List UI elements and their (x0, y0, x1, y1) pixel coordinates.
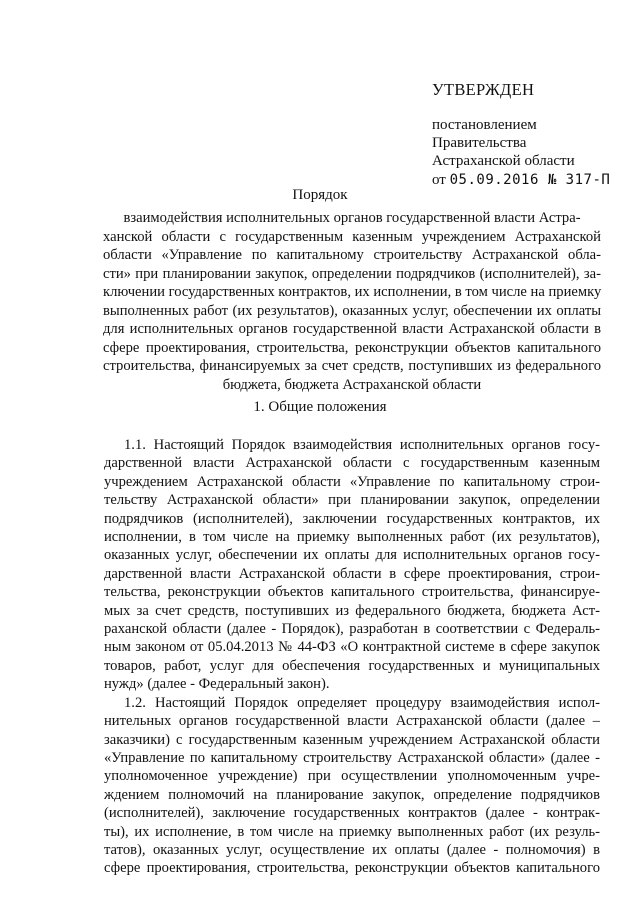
paragraph-line: «Управление по капитальному строительству Астраханской области» (далее - (104, 749, 600, 766)
paragraph-line: дарственной власти Астраханской области с государственным казенным (104, 455, 600, 472)
paragraph-line: исполнении, в том числе на приемку выполненных работ (их результатов), (104, 529, 600, 546)
paragraph-line: ты), их исполнение, в том числе на приемку выполненных работ (их резуль- (104, 823, 600, 840)
subtitle-line: сти» при планировании закупок, определении подрядчиков (исполнителей), за- (103, 265, 601, 282)
subtitle-line: области «Управление по капитальному строительству Астраханской обла- (103, 247, 601, 263)
approval-line-region: Астраханской области (432, 153, 575, 169)
paragraph-line: тельству Астраханской области» при планировании закупок, определении (104, 492, 600, 509)
section-heading: 1. Общие положения (253, 399, 387, 415)
paragraph-line: нужд» (далее - Федеральный закон). (104, 676, 330, 693)
approval-line-decree: постановлением (432, 117, 537, 133)
paragraph-1-1 (104, 436, 600, 694)
document-subtitle (103, 209, 601, 394)
approval-line-government: Правительства (432, 135, 527, 151)
approval-heading: УТВЕРЖДЕН (432, 80, 535, 99)
subtitle-line: строительства, финансируемых за счет средств, поступивших из федерального (103, 358, 601, 374)
paragraph-1-2 (104, 694, 600, 878)
paragraph-line: сфере проектирования, строительства, реконструкции объектов капитального (104, 860, 600, 877)
body-text (104, 436, 600, 878)
paragraph-line: (исполнителей), заключение государственных контрактов (далее - контрак- (104, 805, 600, 822)
approval-date-prefix: от (432, 172, 446, 188)
subtitle-line: ханской области с государственным казенным учреждением Астраханской (103, 228, 601, 245)
paragraph-line: уполномоченное учреждение) при осуществлении уполномоченным учре- (104, 768, 600, 785)
paragraph-line: дарственной власти Астраханской области в сфере проектирования, строи- (104, 565, 600, 582)
subtitle-line: выполненных работ (их результатов), оказанных услуг, обеспечении их оплаты (103, 302, 601, 319)
paragraph-line: нительных органов государственной власти Астраханской области (далее – (104, 713, 600, 730)
paragraph-line: подрядчиков (исполнителей), заключении государственных контрактов, их (104, 510, 600, 527)
paragraph-line: 1.2. Настоящий Порядок определяет процедуру взаимодействия испол- (124, 694, 600, 711)
paragraph-line: 1.1. Настоящий Порядок взаимодействия исполнительных органов госу- (124, 437, 600, 453)
paragraph-line: татов), оказанных услуг, осуществление их оплаты (далее - полномочия) в (104, 841, 600, 858)
subtitle-line: ключении государственных контрактов, их исполнении, в том числе на приемку (103, 284, 602, 300)
approval-date-stamp: 05.09.2016 № 317-П (449, 172, 611, 188)
paragraph-line: заказчики) с государственным казенным учреждением Астраханской области (104, 731, 600, 748)
paragraph-line: товаров, работ, услуг для обеспечения государственных и муниципальных (104, 657, 600, 674)
paragraph-line: ждением полномочий на планирование закупок, определение подрядчиков (104, 786, 600, 803)
subtitle-line: бюджета, бюджета Астраханской области (222, 376, 482, 393)
subtitle-line: взаимодействия исполнительных органов государственной власти Астра- (123, 210, 581, 226)
paragraph-line: ным законом от 05.04.2013 № 44-ФЗ «О контрактной системе в сфере закупок (104, 639, 600, 656)
paragraph-line: тельства, реконструкции объектов капитального строительства, финансируе- (104, 584, 600, 601)
document-title: Порядок (292, 187, 348, 203)
approval-block (432, 80, 622, 189)
subtitle-line: сфере проектирования, строительства, реконструкции объектов капитального (103, 339, 601, 356)
paragraph-line: оказанных услуг, обеспечении их оплаты для исполнительных органов госу- (104, 547, 600, 564)
subtitle-line: для исполнительных органов государственной власти Астраханской области в (103, 321, 601, 337)
paragraph-line: мых за счет средств, поступивших из федерального бюджета, бюджета Аст- (104, 602, 600, 619)
paragraph-line: учреждением Астраханской области «Управление по капитальному строи- (104, 473, 600, 490)
paragraph-line: раханской области (далее - Порядок), разработан в соответствии с Федераль- (104, 621, 600, 638)
